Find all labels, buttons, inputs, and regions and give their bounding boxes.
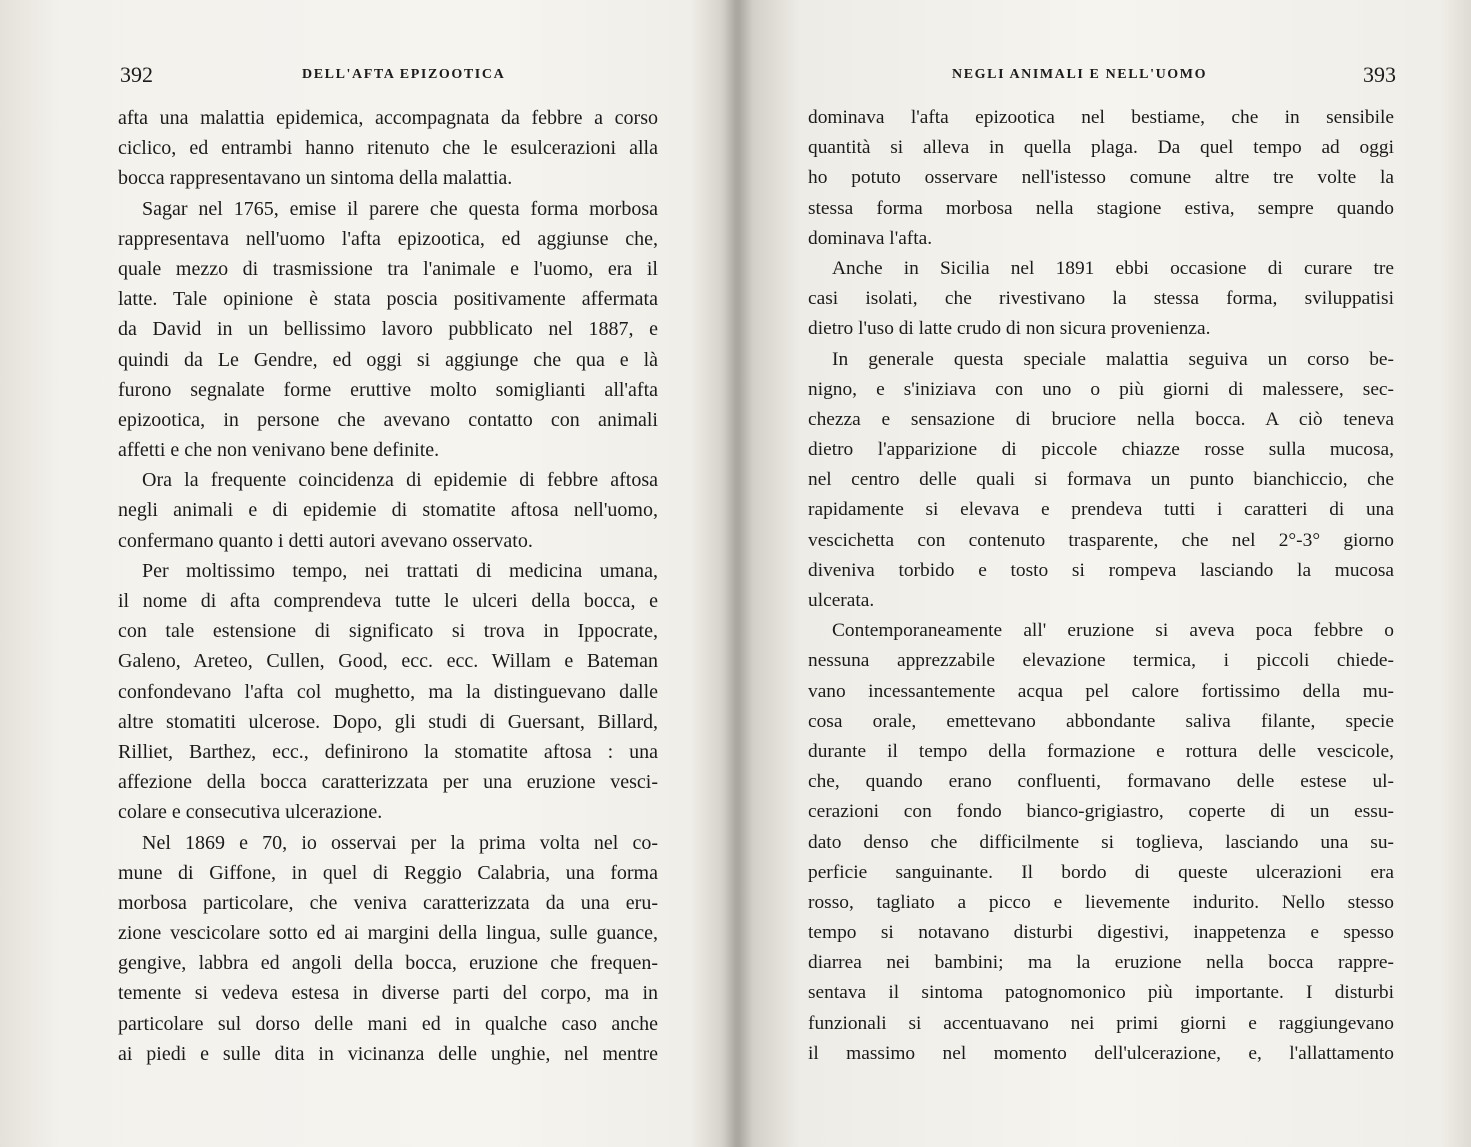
right-running-title: NEGLI ANIMALI E NELL'UOMO xyxy=(952,67,1208,82)
text-line: diveniva torbido e tosto si rompeva lasciando la mucosa xyxy=(808,559,1394,581)
text-line: chezza e sensazione di bruciore nella bocca. A ciò teneva xyxy=(808,408,1394,430)
text-line: quantità si alleva in quella plaga. Da quel tempo ad oggi xyxy=(808,137,1394,159)
text-line: temente si vedeva estesa in diverse parti del corpo, ma in xyxy=(118,982,658,1005)
text-line: zione vescicolare sotto ed ai margini della lingua, sulle guance, xyxy=(118,922,658,945)
right-running-head xyxy=(808,62,1396,92)
text-line: Anche in Sicilia nel 1891 ebbi occasione di curare tre xyxy=(832,257,1394,279)
text-line: vescichetta con contenuto trasparente, che nel 2°-3° giorno xyxy=(808,529,1394,551)
text-line: Ora la frequente coincidenza di epidemie di febbre aftosa xyxy=(142,469,658,492)
text-line: nel centro delle quali si formava un punto bianchiccio, che xyxy=(808,469,1394,491)
left-page xyxy=(0,0,724,1147)
text-line: il massimo nel momento dell'ulcerazione, e, l'allattamento xyxy=(808,1042,1394,1064)
text-line: Nel 1869 e 70, io osservai per la prima volta nel co- xyxy=(142,831,658,854)
text-line: confondevano l'afta col mughetto, ma la distinguevano dalle xyxy=(118,680,658,703)
left-running-head xyxy=(120,62,680,92)
text-line: negli animali e di epidemie di stomatite aftosa nell'uomo, xyxy=(118,499,658,522)
text-line: rappresentava nell'uomo l'afta epizootica, ed aggiunse che, xyxy=(118,227,658,250)
text-line: casi isolati, che rivestivano la stessa forma, sviluppatisi xyxy=(808,288,1394,310)
left-running-title: DELL'AFTA EPIZOOTICA xyxy=(302,67,506,82)
text-line: bocca rappresentavano un sintoma della malattia. xyxy=(118,167,513,190)
text-line: affezione della bocca caratterizzata per una eruzione vesci- xyxy=(118,771,658,794)
text-line: confermano quanto i detti autori avevano osservato. xyxy=(118,529,533,552)
text-line: ho potuto osservare nell'istesso comune altre tre volte la xyxy=(808,167,1394,189)
text-line: nessuna apprezzabile elevazione termica, i piccoli chiede- xyxy=(808,650,1394,672)
text-line: ciclico, ed entrambi hanno ritenuto che le esulcerazioni alla xyxy=(118,137,658,160)
text-line: Contemporaneamente all' eruzione si aveva poca febbre o xyxy=(832,620,1394,642)
text-line: morbosa particolare, che veniva caratterizzata da una eru- xyxy=(118,891,658,914)
text-line: latte. Tale opinione è stata poscia positivamente affermata xyxy=(118,288,658,311)
text-line: cosa orale, emettevano abbondante saliva filante, specie xyxy=(808,710,1394,732)
text-line: dietro l'uso di latte crudo di non sicura provenienza. xyxy=(808,318,1211,340)
text-line: stessa forma morbosa nella stagione estiva, sempre quando xyxy=(808,197,1394,219)
text-line: colare e consecutiva ulcerazione. xyxy=(118,801,383,824)
text-line: ulcerata. xyxy=(808,590,875,611)
text-line: rosso, tagliato a picco e lievemente indurito. Nello stesso xyxy=(808,891,1394,913)
text-line: dato denso che difficilmente si toglieva, lasciando una su- xyxy=(808,831,1394,853)
text-line: altre stomatiti ulcerose. Dopo, gli studi di Guersant, Billard, xyxy=(118,710,658,733)
text-line: rapidamente si elevava e prendeva tutti i caratteri di una xyxy=(808,499,1394,521)
text-line: funzionali si accentuavano nei primi giorni e raggiungevano xyxy=(808,1012,1394,1034)
text-line: afta una malattia epidemica, accompagnata da febbre a corso xyxy=(118,107,658,129)
text-line: In generale questa speciale malattia seguiva un corso be- xyxy=(832,348,1394,370)
text-line: cerazioni con fondo bianco-grigiastro, coperte di un essu- xyxy=(808,801,1394,823)
text-line: dominava l'afta. xyxy=(808,227,933,249)
right-page xyxy=(752,0,1471,1147)
text-line: sentava il sintoma patognomonico più importante. I disturbi xyxy=(808,982,1394,1004)
text-line: diarrea nei bambini; ma la eruzione nella bocca rappre- xyxy=(808,952,1394,974)
right-page-number: 393 xyxy=(1363,62,1396,87)
text-line: Galeno, Areteo, Cullen, Good, ecc. ecc. Willam e Bateman xyxy=(118,650,658,673)
text-line: quindi da Le Gendre, ed oggi si aggiunge che qua e là xyxy=(118,348,658,371)
text-line: dietro l'apparizione di piccole chiazze rosse sulla mucosa, xyxy=(808,439,1394,461)
text-line: quale mezzo di trasmissione tra l'animale e l'uomo, era il xyxy=(118,257,658,280)
text-line: vano incessantemente acqua pel calore fortissimo della mu- xyxy=(808,680,1394,702)
text-line: che, quando erano confluenti, formavano delle estese ul- xyxy=(808,771,1394,793)
text-line: Rilliet, Barthez, ecc., definirono la stomatite aftosa : una xyxy=(118,740,658,763)
left-page-number: 392 xyxy=(120,62,153,87)
text-line: ai piedi e sulle dita in vicinanza delle unghie, nel mentre xyxy=(118,1042,658,1065)
text-line: Per moltissimo tempo, nei trattati di medicina umana, xyxy=(142,559,658,582)
left-text-block xyxy=(118,103,658,1069)
text-line: mune di Giffone, in quel di Reggio Calabria, una forma xyxy=(118,861,658,884)
text-line: Sagar nel 1765, emise il parere che questa forma morbosa xyxy=(142,197,658,220)
text-line: da David in un bellissimo lavoro pubblicato nel 1887, e xyxy=(118,318,658,341)
text-line: perficie sanguinante. Il bordo di queste ulcerazioni era xyxy=(808,861,1394,883)
text-line: affetti e che non venivano bene definite. xyxy=(118,439,440,462)
text-line: particolare sul dorso delle mani ed in qualche caso anche xyxy=(118,1012,658,1035)
text-line: durante il tempo della formazione e rottura delle vescicole, xyxy=(808,740,1394,762)
right-text-block xyxy=(808,103,1394,1069)
text-line: furono segnalate forme eruttive molto somiglianti all'afta xyxy=(118,378,658,401)
text-line: con tale estensione di significato si trova in Ippocrate, xyxy=(118,620,658,643)
text-line: gengive, labbra ed angoli della bocca, eruzione che frequen- xyxy=(118,952,658,975)
book-gutter xyxy=(724,0,754,1147)
text-line: il nome di afta comprendeva tutte le ulceri della bocca, e xyxy=(118,590,658,612)
text-line: dominava l'afta epizootica nel bestiame, che in sensibile xyxy=(808,107,1394,128)
text-line: epizootica, in persone che avevano contatto con animali xyxy=(118,408,658,431)
text-line: tempo si notavano disturbi digestivi, inappetenza e spesso xyxy=(808,922,1394,944)
text-line: nigno, e s'iniziava con uno o più giorni di malessere, sec- xyxy=(808,378,1394,400)
